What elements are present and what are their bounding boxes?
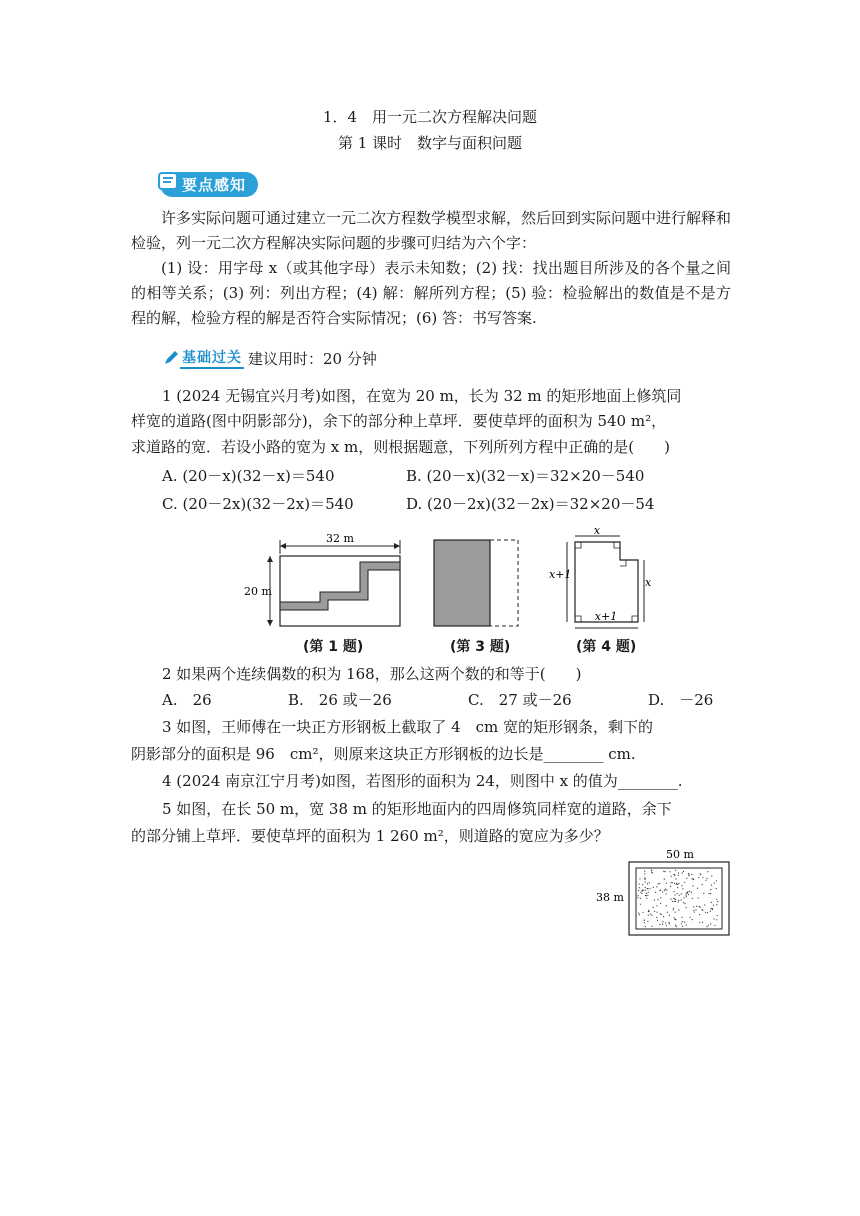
q5-line2: 的部分铺上草坪．要使草坪的面积为 1 260 m²，则道路的宽应为多少？ bbox=[131, 827, 609, 845]
q2-option-d: D. －26 bbox=[648, 691, 714, 709]
fig5-height-label: 38 m bbox=[596, 891, 624, 904]
fig3-remaining-plate bbox=[434, 540, 490, 626]
fig4-right-label: x bbox=[645, 576, 652, 589]
key-points-intro: 许多实际问题可通过建立一元二次方程数学模型求解，然后回到实际问题中进行解释和检验，列一元二次方程解决实际问题的步骤可归结为六个字： bbox=[131, 209, 732, 252]
q1-line1: 1 (2024 无锡宜兴月考)如图，在宽为 20 m，长为 32 m 的矩形地面上修筑同 bbox=[162, 387, 682, 405]
q1-option-b: B. (20－x)(32－x)＝32×20－540 bbox=[406, 467, 645, 485]
q3-line1: 3 如图，王师傅在一块正方形钢板上截取了 4 cm 宽的矩形钢条，剩下的 bbox=[162, 718, 654, 736]
basics-badge bbox=[162, 347, 377, 369]
q4-line1: 4 (2024 南京江宁月考)如图，若图形的面积为 24，则图中 x 的值为________. bbox=[162, 772, 683, 790]
fig4-top-label: x bbox=[593, 528, 601, 537]
q2-stem: 2 如果两个连续偶数的积为 168，那么这两个数的和等于( ) bbox=[162, 665, 582, 683]
flag-icon bbox=[156, 170, 182, 196]
q1-option-d: D. (20－2x)(32－2x)＝32×20－54 bbox=[406, 495, 655, 513]
q1-line3: 求道路的宽．若设小路的宽为 x m，则根据题意，下列所列方程中正确的是( ) bbox=[131, 438, 670, 456]
key-points-label: 要点感知 bbox=[160, 172, 258, 197]
lesson-title: 第 1 课时 数字与面积问题 bbox=[337, 134, 523, 152]
fig3-cut-strip bbox=[490, 540, 518, 626]
q2-option-a: A. 26 bbox=[162, 691, 212, 709]
caption-figure-4: (第 4 题) bbox=[576, 639, 637, 655]
q5-line1: 5 如图，在长 50 m，宽 38 m 的矩形地面内的四周修筑同样宽的道路，余下 bbox=[162, 800, 672, 818]
fig1-height-label: 20 m bbox=[244, 585, 272, 598]
section-title: 1．4 用一元二次方程解决问题 bbox=[322, 108, 538, 126]
key-points-badge bbox=[160, 172, 258, 197]
key-points-body bbox=[131, 206, 731, 331]
fig1-width-label: 32 m bbox=[326, 532, 354, 545]
figure-1 bbox=[240, 532, 420, 632]
basics-label: 基础过关 bbox=[180, 347, 244, 369]
caption-figure-3: (第 3 题) bbox=[450, 639, 511, 655]
pencil-icon bbox=[162, 349, 180, 367]
q3-line2: 阴影部分的面积是 96 cm²，则原来这块正方形钢板的边长是________ cm. bbox=[131, 745, 636, 763]
suggested-time: 建议用时：20 分钟 bbox=[248, 349, 377, 368]
key-points-steps: (1) 设：用字母 x（或其他字母）表示未知数；(2) 找：找出题目所涉及的各个量之间的相等关系；(3) 列：列出方程；(4) 解：解所列方程；(5) 验：检验解出的数值是不是方程的解，检验方程的解是否符合实际情况；(6) 答：书写答案. bbox=[131, 259, 731, 327]
fig5-width-label: 50 m bbox=[666, 848, 694, 861]
q1-line2: 样宽的道路(图中阴影部分)，余下的部分种上草坪．要使草坪的面积为 540 m²， bbox=[131, 412, 667, 430]
q1-option-c: C. (20－2x)(32－2x)＝540 bbox=[162, 495, 354, 513]
q1-option-a: A. (20－x)(32－x)＝540 bbox=[162, 467, 335, 485]
q2-option-c: C. 27 或－26 bbox=[468, 691, 572, 709]
q2-option-b: B. 26 或－26 bbox=[288, 691, 392, 709]
figure-3 bbox=[430, 536, 525, 631]
figure-4 bbox=[545, 528, 655, 633]
fig4-bottom-label: x+1 bbox=[594, 610, 618, 623]
fig5-lawn bbox=[636, 868, 722, 929]
caption-figure-1: (第 1 题) bbox=[303, 639, 364, 655]
figure-5 bbox=[596, 846, 736, 938]
fig4-left-label: x+1 bbox=[549, 568, 572, 581]
